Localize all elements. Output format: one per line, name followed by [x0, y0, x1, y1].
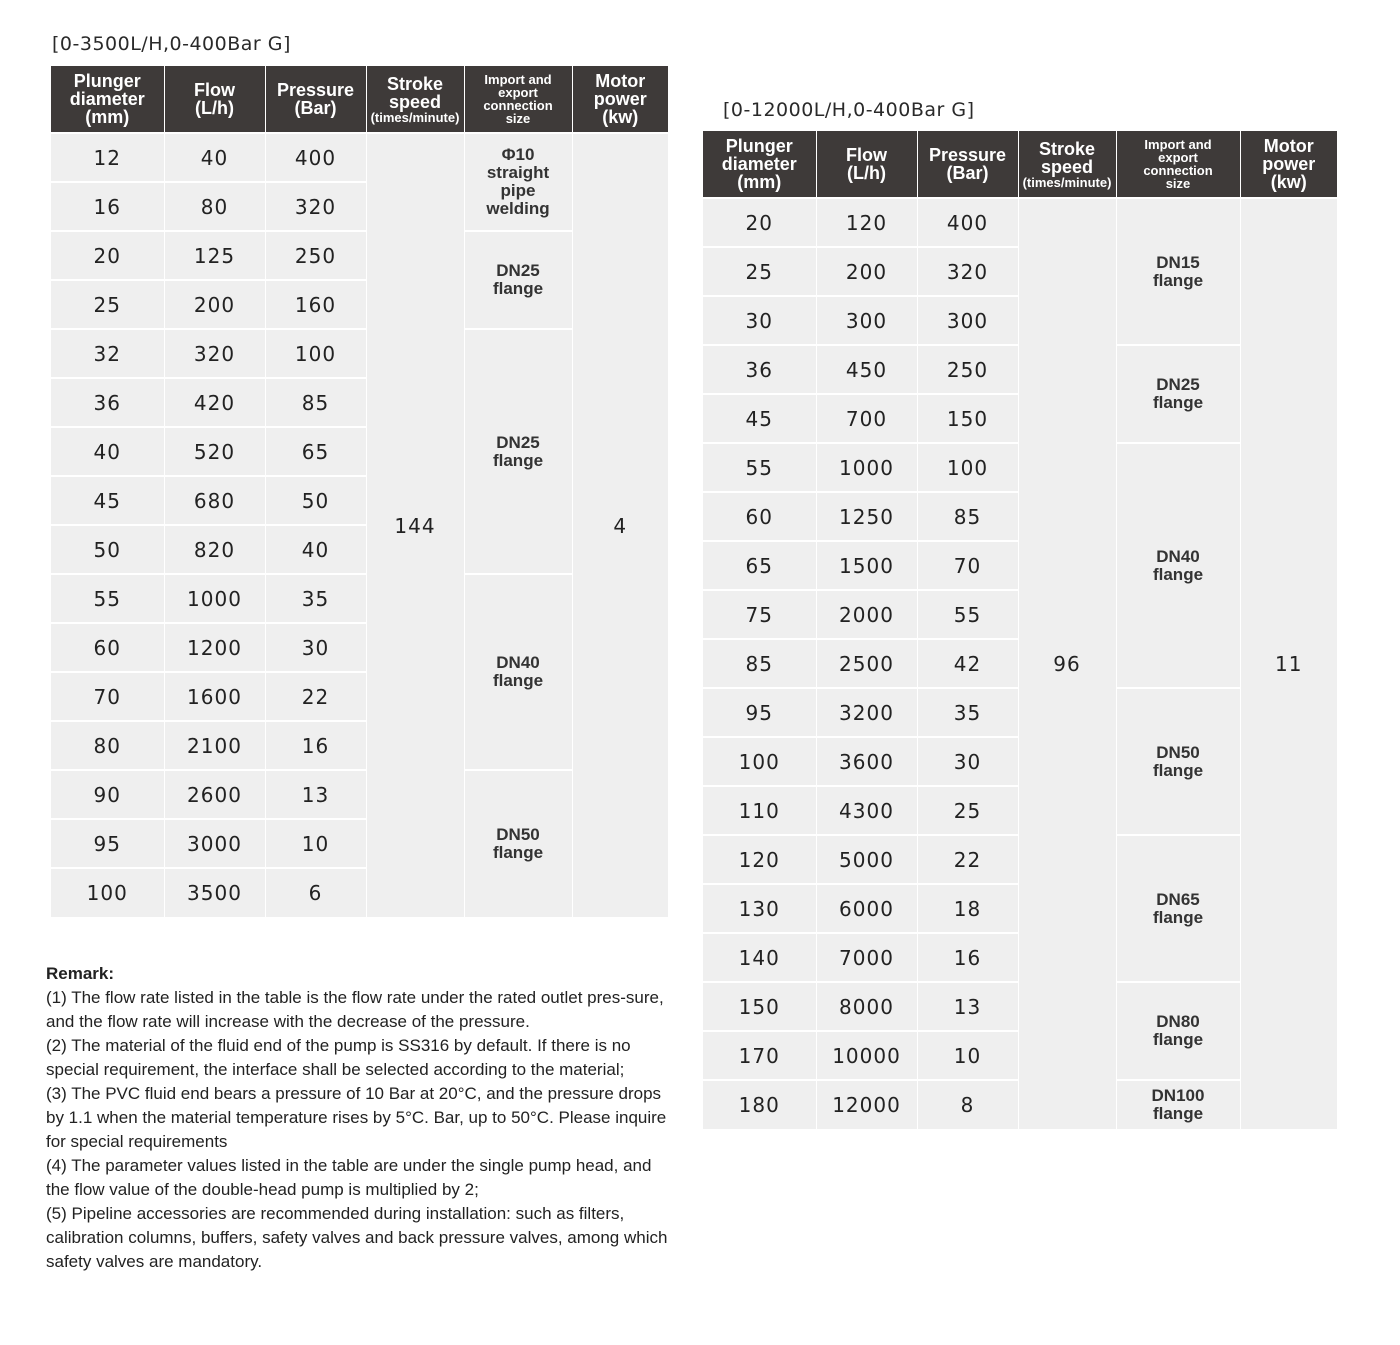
cell-flow: 520 — [164, 427, 265, 476]
cell-connection-size — [1116, 982, 1240, 1080]
header-plunger-diameter — [51, 66, 164, 133]
cell-flow: 2500 — [816, 639, 917, 688]
connection-line: DN100 — [1151, 1086, 1205, 1106]
cell-flow: 1000 — [816, 443, 917, 492]
cell-flow: 3200 — [816, 688, 917, 737]
cell-flow: 3000 — [164, 819, 265, 868]
header-plunger-diameter-line: (mm) — [85, 107, 130, 127]
header-plunger-diameter — [703, 131, 816, 198]
cell-connection-size — [1116, 688, 1240, 835]
cell-plunger-diameter: 140 — [703, 933, 816, 982]
cell-pressure: 16 — [265, 721, 366, 770]
cell-connection-size — [1116, 1080, 1240, 1129]
cell-motor-power: 11 — [1240, 198, 1337, 1129]
cell-pressure: 100 — [917, 443, 1018, 492]
cell-flow: 1600 — [164, 672, 265, 721]
connection-line: DN25 — [496, 432, 540, 452]
cell-plunger-diameter: 120 — [703, 835, 816, 884]
cell-connection-size — [464, 574, 572, 770]
cell-plunger-diameter: 70 — [51, 672, 164, 721]
header-motor-power-line: power — [593, 89, 647, 109]
header-stroke-speed — [1018, 131, 1116, 198]
header-motor-power — [1240, 131, 1337, 198]
header-flow — [164, 66, 265, 133]
table1-title: [0-3500L/H,0-400Bar G] — [52, 33, 291, 55]
cell-flow: 7000 — [816, 933, 917, 982]
cell-pressure: 100 — [265, 329, 366, 378]
header-plunger-diameter-line: diameter — [69, 89, 145, 109]
cell-flow: 125 — [164, 231, 265, 280]
header-flow — [816, 131, 917, 198]
connection-line: DN15 — [1156, 252, 1200, 272]
cell-pressure: 13 — [265, 770, 366, 819]
cell-plunger-diameter: 130 — [703, 884, 816, 933]
cell-plunger-diameter: 100 — [703, 737, 816, 786]
cell-plunger-diameter: 32 — [51, 329, 164, 378]
header-stroke-speed-line: Stroke — [386, 73, 444, 94]
cell-plunger-diameter: 36 — [51, 378, 164, 427]
cell-pressure: 25 — [917, 786, 1018, 835]
cell-plunger-diameter: 45 — [51, 476, 164, 525]
connection-line: flange — [1152, 393, 1204, 412]
header-pressure — [917, 131, 1018, 198]
table-row — [703, 198, 1337, 247]
cell-flow: 2000 — [816, 590, 917, 639]
cell-pressure: 150 — [917, 394, 1018, 443]
header-stroke-speed-line: speed — [1040, 156, 1094, 177]
header-pressure-line: (Bar) — [946, 163, 989, 183]
cell-flow: 5000 — [816, 835, 917, 884]
connection-line: DN25 — [1156, 375, 1200, 395]
cell-plunger-diameter: 80 — [51, 721, 164, 770]
cell-pressure: 160 — [265, 280, 366, 329]
connection-line: flange — [1152, 907, 1204, 927]
cell-plunger-diameter: 30 — [703, 296, 816, 345]
cell-connection-size — [464, 770, 572, 917]
cell-pressure: 6 — [265, 868, 366, 917]
remarks-heading: Remark: — [46, 964, 115, 983]
header-connection-size-line: Import and — [484, 72, 552, 87]
connection-line: flange — [1152, 1104, 1204, 1123]
connection-line: flange — [1152, 1030, 1204, 1049]
cell-plunger-diameter: 180 — [703, 1080, 816, 1129]
connection-line: DN65 — [1156, 889, 1200, 909]
cell-pressure: 250 — [917, 345, 1018, 394]
header-motor-power-line: (kw) — [602, 107, 639, 127]
header-pressure-line: Pressure — [928, 145, 1007, 165]
cell-pressure: 50 — [265, 476, 366, 525]
cell-pressure: 85 — [917, 492, 1018, 541]
cell-flow: 4300 — [816, 786, 917, 835]
cell-pressure: 16 — [917, 933, 1018, 982]
cell-plunger-diameter: 100 — [51, 868, 164, 917]
connection-line: DN50 — [1156, 742, 1200, 762]
connection-line: DN40 — [1156, 546, 1200, 566]
cell-pressure: 85 — [265, 378, 366, 427]
remark-item-1: (1) The flow rate listed in the table is the flow rate under the rated outlet pres-sure, and the flow rate will increase with the decrease of the pressure. — [46, 988, 664, 1031]
cell-flow: 200 — [816, 247, 917, 296]
remarks-block — [46, 962, 676, 1274]
header-stroke-speed-line: Stroke — [1038, 138, 1096, 159]
cell-pressure: 30 — [265, 623, 366, 672]
cell-flow: 12000 — [816, 1080, 917, 1129]
cell-flow: 820 — [164, 525, 265, 574]
cell-flow: 8000 — [816, 982, 917, 1031]
header-flow-line: Flow — [846, 145, 887, 165]
cell-pressure: 320 — [265, 182, 366, 231]
cell-plunger-diameter: 40 — [51, 427, 164, 476]
connection-line: flange — [492, 843, 544, 862]
cell-plunger-diameter: 60 — [51, 623, 164, 672]
header-motor-power-line: Motor — [595, 71, 646, 91]
cell-stroke-speed: 144 — [366, 133, 464, 917]
cell-pressure: 55 — [917, 590, 1018, 639]
cell-pressure: 10 — [917, 1031, 1018, 1080]
cell-pressure: 400 — [917, 198, 1018, 247]
cell-flow: 80 — [164, 182, 265, 231]
header-connection-size-line: size — [505, 111, 531, 126]
cell-connection-size — [464, 231, 572, 329]
remark-item-5: (5) Pipeline accessories are recommended during installation: such as filters, calibration columns, buffers, safety valves and back pressure valves, among which safety valves are mandatory. — [46, 1204, 668, 1271]
cell-plunger-diameter: 20 — [703, 198, 816, 247]
connection-line: pipe — [500, 181, 536, 200]
cell-plunger-diameter: 55 — [51, 574, 164, 623]
header-pressure-line: (Bar) — [294, 98, 337, 118]
cell-pressure: 35 — [917, 688, 1018, 737]
header-stroke-speed-line: speed — [388, 91, 442, 112]
cell-plunger-diameter: 150 — [703, 982, 816, 1031]
cell-pressure: 30 — [917, 737, 1018, 786]
remark-item-4: (4) The parameter values listed in the table are under the single pump head, and the flow value of the double-head pump is multiplied by 2; — [46, 1156, 652, 1199]
connection-line: flange — [492, 279, 544, 298]
connection-line: DN40 — [496, 653, 540, 673]
cell-flow: 10000 — [816, 1031, 917, 1080]
cell-plunger-diameter: 55 — [703, 443, 816, 492]
table2-title: [0-12000L/H,0-400Bar G] — [723, 99, 975, 121]
cell-flow: 6000 — [816, 884, 917, 933]
cell-plunger-diameter: 65 — [703, 541, 816, 590]
cell-flow: 1500 — [816, 541, 917, 590]
remark-item-3: (3) The PVC fluid end bears a pressure of 10 Bar at 20°C, and the pressure drops by 1.1 when the material temperature rises by 5°C. Bar, up to 50°C. Please inquire for special requirements — [46, 1084, 667, 1151]
header-stroke-speed-line: (times/minute) — [370, 109, 460, 125]
connection-line: flange — [492, 450, 544, 470]
cell-flow: 120 — [816, 198, 917, 247]
cell-flow: 420 — [164, 378, 265, 427]
header-connection-size — [464, 66, 572, 133]
cell-plunger-diameter: 25 — [703, 247, 816, 296]
cell-plunger-diameter: 75 — [703, 590, 816, 639]
connection-line: flange — [1152, 760, 1204, 780]
cell-flow: 700 — [816, 394, 917, 443]
connection-line: flange — [1152, 270, 1204, 290]
cell-pressure: 22 — [265, 672, 366, 721]
cell-plunger-diameter: 12 — [51, 133, 164, 182]
cell-connection-size — [464, 329, 572, 574]
cell-flow: 1250 — [816, 492, 917, 541]
cell-pressure: 300 — [917, 296, 1018, 345]
cell-connection-size — [1116, 198, 1240, 345]
table-row — [51, 133, 668, 182]
cell-flow: 680 — [164, 476, 265, 525]
header-connection-size-line: size — [1165, 176, 1191, 191]
cell-connection-size — [464, 133, 572, 231]
header-motor-power-line: power — [1262, 154, 1316, 174]
connection-line: DN80 — [1156, 1012, 1200, 1032]
header-connection-size-line: connection — [1143, 163, 1213, 178]
cell-flow: 3600 — [816, 737, 917, 786]
spec-table-small — [51, 66, 668, 917]
connection-line: Φ10 — [501, 145, 535, 165]
connection-line: straight — [486, 163, 550, 183]
header-motor-power-line: Motor — [1263, 136, 1314, 156]
header-stroke-speed — [366, 66, 464, 133]
header-flow-line: (L/h) — [847, 163, 886, 183]
cell-plunger-diameter: 16 — [51, 182, 164, 231]
header-plunger-diameter-line: (mm) — [737, 172, 782, 192]
cell-motor-power: 4 — [572, 133, 668, 917]
header-connection-size-line: export — [1158, 150, 1198, 165]
cell-flow: 1000 — [164, 574, 265, 623]
header-flow-line: Flow — [194, 80, 235, 100]
cell-pressure: 18 — [917, 884, 1018, 933]
cell-plunger-diameter: 36 — [703, 345, 816, 394]
cell-pressure: 22 — [917, 835, 1018, 884]
cell-plunger-diameter: 25 — [51, 280, 164, 329]
header-stroke-speed-line: (times/minute) — [1022, 174, 1112, 190]
cell-plunger-diameter: 110 — [703, 786, 816, 835]
connection-line: flange — [492, 671, 544, 690]
cell-plunger-diameter: 85 — [703, 639, 816, 688]
header-flow-line: (L/h) — [195, 98, 234, 118]
cell-pressure: 250 — [265, 231, 366, 280]
connection-line: flange — [1152, 564, 1204, 584]
cell-flow: 300 — [816, 296, 917, 345]
cell-plunger-diameter: 50 — [51, 525, 164, 574]
cell-flow: 2600 — [164, 770, 265, 819]
cell-connection-size — [1116, 835, 1240, 982]
cell-flow: 450 — [816, 345, 917, 394]
cell-plunger-diameter: 95 — [51, 819, 164, 868]
cell-flow: 320 — [164, 329, 265, 378]
cell-connection-size — [1116, 345, 1240, 443]
cell-pressure: 65 — [265, 427, 366, 476]
header-plunger-diameter-line: Plunger — [73, 71, 141, 91]
cell-pressure: 8 — [917, 1080, 1018, 1129]
connection-line: DN25 — [496, 261, 540, 281]
cell-plunger-diameter: 95 — [703, 688, 816, 737]
cell-flow: 3500 — [164, 868, 265, 917]
connection-line: welding — [486, 198, 550, 218]
cell-pressure: 40 — [265, 525, 366, 574]
cell-pressure: 35 — [265, 574, 366, 623]
header-plunger-diameter-line: diameter — [721, 154, 797, 174]
cell-plunger-diameter: 45 — [703, 394, 816, 443]
cell-flow: 1200 — [164, 623, 265, 672]
cell-plunger-diameter: 170 — [703, 1031, 816, 1080]
cell-pressure: 70 — [917, 541, 1018, 590]
cell-pressure: 10 — [265, 819, 366, 868]
header-connection-size-line: export — [498, 85, 538, 100]
cell-connection-size — [1116, 443, 1240, 688]
header-connection-size-line: connection — [483, 98, 553, 113]
spec-table-large — [703, 131, 1337, 1129]
cell-pressure: 400 — [265, 133, 366, 182]
header-motor-power — [572, 66, 668, 133]
cell-stroke-speed: 96 — [1018, 198, 1116, 1129]
cell-plunger-diameter: 90 — [51, 770, 164, 819]
cell-flow: 200 — [164, 280, 265, 329]
connection-line: DN50 — [496, 825, 540, 845]
remark-item-2: (2) The material of the fluid end of the pump is SS316 by default. If there is no special requirement, the interface shall be selected according to the material; — [46, 1036, 631, 1079]
cell-plunger-diameter: 60 — [703, 492, 816, 541]
cell-pressure: 42 — [917, 639, 1018, 688]
header-connection-size — [1116, 131, 1240, 198]
cell-pressure: 320 — [917, 247, 1018, 296]
cell-plunger-diameter: 20 — [51, 231, 164, 280]
header-pressure — [265, 66, 366, 133]
header-plunger-diameter-line: Plunger — [725, 136, 793, 156]
cell-pressure: 13 — [917, 982, 1018, 1031]
header-connection-size-line: Import and — [1144, 137, 1212, 152]
cell-flow: 40 — [164, 133, 265, 182]
header-pressure-line: Pressure — [276, 80, 355, 100]
header-motor-power-line: (kw) — [1270, 172, 1307, 192]
cell-flow: 2100 — [164, 721, 265, 770]
